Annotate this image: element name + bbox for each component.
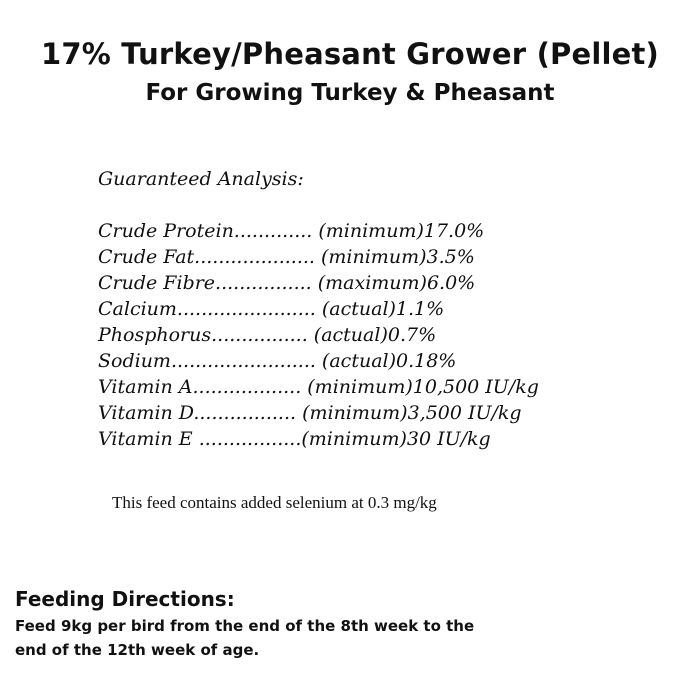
analysis-sodium: Sodium........................ (actual)0.18% [98,350,457,372]
analysis-vitamin-d: Vitamin D................. (minimum)3,500 IU/kg [98,402,522,424]
product-subtitle: For Growing Turkey & Pheasant [145,80,555,106]
feeding-directions-line-2: end of the 12th week of age. [15,641,260,659]
feeding-directions-line-1: Feed 9kg per bird from the end of the 8th week to the [15,617,475,635]
analysis-crude-protein: Crude Protein............. (minimum)17.0% [98,220,485,242]
feeding-directions [15,586,485,662]
analysis-vitamin-a: Vitamin A.................. (minimum)10,500 IU/kg [98,376,539,398]
analysis-crude-fat: Crude Fat.................... (minimum)3.5% [98,246,475,268]
product-title: 17% Turkey/Pheasant Grower (Pellet) [40,37,660,71]
guaranteed-analysis [98,166,539,452]
feeding-directions-text [15,614,485,662]
analysis-phosphorus: Phosphorus................ (actual)0.7% [98,324,437,346]
selenium-note: This feed contains added selenium at 0.3 mg/kg [112,493,437,512]
feeding-directions-heading: Feeding Directions: [15,587,235,611]
analysis-list [98,218,539,452]
analysis-vitamin-e: Vitamin E .................(minimum)30 IU/kg [98,428,491,450]
analysis-crude-fibre: Crude Fibre................ (maximum)6.0% [98,272,476,294]
analysis-heading: Guaranteed Analysis: [98,168,304,190]
analysis-calcium: Calcium....................... (actual)1.1% [98,298,445,320]
